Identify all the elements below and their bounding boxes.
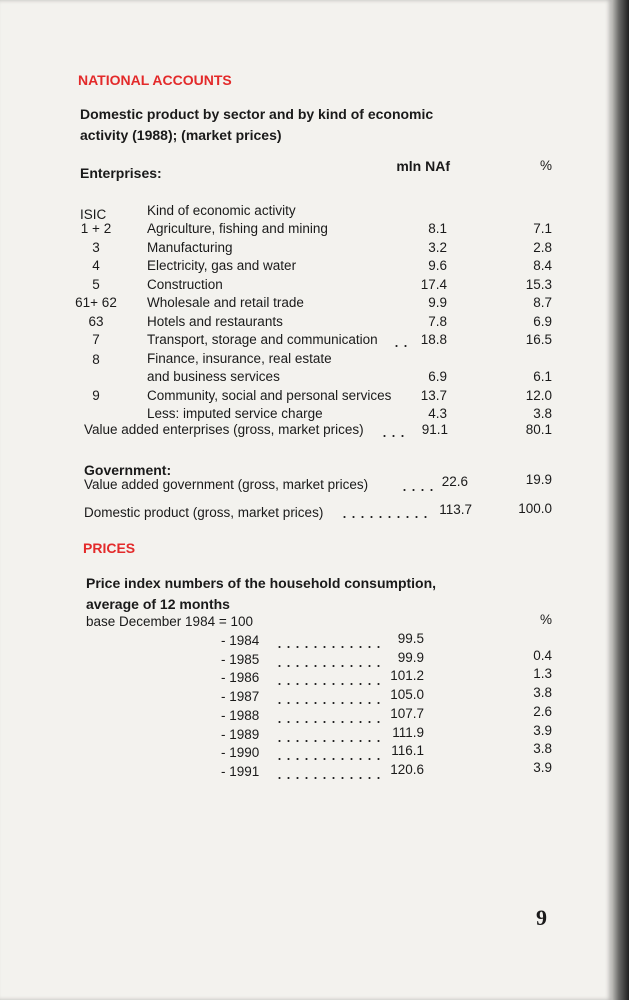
isic-code: 9 xyxy=(92,388,100,403)
isic-code: 8 xyxy=(92,352,100,367)
isic-code: 63 xyxy=(88,314,104,329)
activity-label-cont: and business services xyxy=(147,369,280,384)
year-label: - 1987 xyxy=(221,689,260,705)
value-pct: 8.4 xyxy=(533,258,552,273)
col-header-value: mln NAf xyxy=(396,158,450,174)
year-label: - 1989 xyxy=(221,726,260,742)
leader-dots xyxy=(340,503,430,519)
isic-code: 1 + 2 xyxy=(80,221,112,236)
value-mln-naf: 7.8 xyxy=(428,314,447,329)
leader-dots xyxy=(275,652,380,668)
index-value: 101.2 xyxy=(390,668,424,684)
value-pct: 6.9 xyxy=(533,314,552,329)
activity-label: Transport, storage and communication xyxy=(147,332,378,347)
table2-col-pct: % xyxy=(539,612,552,627)
page-edge xyxy=(612,0,629,1000)
va-enterprises-pct: 80.1 xyxy=(525,422,552,437)
leader-dots xyxy=(275,745,380,761)
enterprises-label: Enterprises: xyxy=(80,165,162,181)
va-government-value: 22.6 xyxy=(441,474,468,489)
va-enterprises-label: Value added enterprises (gross, market prices) xyxy=(84,422,364,437)
value-mln-naf: 18.8 xyxy=(420,332,447,347)
section-heading-national-accounts: NATIONAL ACCOUNTS xyxy=(78,72,232,88)
table2-title-line1: Price index numbers of the household consumption, xyxy=(86,575,437,591)
pct-change: 3.8 xyxy=(533,685,552,701)
activity-label: Finance, insurance, real estate xyxy=(147,351,332,366)
activity-label: Less: imputed service charge xyxy=(147,406,323,421)
domestic-product-pct: 100.0 xyxy=(518,501,552,516)
pct-change: 1.3 xyxy=(533,666,552,682)
domestic-product-label: Domestic product (gross, market prices) xyxy=(84,505,324,520)
isic-code: 4 xyxy=(92,258,100,273)
va-government-label: Value added government (gross, market prices) xyxy=(84,477,369,492)
index-value: 99.9 xyxy=(397,649,424,665)
page-number: 9 xyxy=(536,905,547,930)
table2-base: base December 1984 = 100 xyxy=(86,614,253,629)
value-pct: 12.0 xyxy=(525,388,552,403)
index-value: 99.5 xyxy=(397,631,424,646)
index-value: 107.7 xyxy=(390,705,424,721)
col-header-activity: Kind of economic activity xyxy=(147,203,296,218)
va-government-pct: 19.9 xyxy=(525,472,552,487)
value-mln-naf: 9.9 xyxy=(428,295,447,310)
pct-change: 2.6 xyxy=(533,703,552,719)
activity-label: Manufacturing xyxy=(147,240,233,255)
value-pct: 3.8 xyxy=(533,406,552,421)
activity-label: Electricity, gas and water xyxy=(147,258,297,273)
index-value: 116.1 xyxy=(391,743,424,759)
value-pct: 7.1 xyxy=(533,221,552,236)
value-pct: 6.1 xyxy=(533,369,552,384)
isic-code: 3 xyxy=(92,240,100,255)
value-mln-naf: 4.3 xyxy=(428,406,447,421)
value-mln-naf: 8.1 xyxy=(428,221,447,236)
isic-code: 5 xyxy=(92,277,100,292)
pct-change: 3.9 xyxy=(533,722,552,738)
leader-dots xyxy=(275,633,380,649)
leader-dots xyxy=(275,708,380,724)
activity-label: Hotels and restaurants xyxy=(147,314,283,329)
index-value: 105.0 xyxy=(390,687,424,703)
year-label: - 1986 xyxy=(221,670,260,686)
table2-title-line2: average of 12 months xyxy=(86,596,230,612)
pct-change: 3.9 xyxy=(533,759,552,775)
section-heading-prices: PRICES xyxy=(83,540,136,556)
pct-change: 0.4 xyxy=(533,647,552,663)
year-label: - 1988 xyxy=(221,707,260,723)
value-mln-naf: 17.4 xyxy=(420,277,447,292)
index-value: 111.9 xyxy=(392,724,424,740)
leader-dots xyxy=(275,764,380,780)
value-pct: 2.8 xyxy=(533,240,552,255)
va-enterprises-value: 91.1 xyxy=(421,422,448,437)
index-value: 120.6 xyxy=(390,761,424,777)
table1-title-line2: activity (1988); (market prices) xyxy=(80,127,282,143)
col-header-pct: % xyxy=(539,158,552,173)
isic-code: 61+ 62 xyxy=(75,295,117,310)
leader-dots xyxy=(275,670,380,686)
year-label: - 1984 xyxy=(221,633,260,648)
value-mln-naf: 13.7 xyxy=(420,388,447,403)
government-label: Government: xyxy=(84,462,172,478)
activity-label: Wholesale and retail trade xyxy=(147,295,304,310)
value-mln-naf: 3.2 xyxy=(428,240,447,255)
year-label: - 1991 xyxy=(221,763,260,779)
year-label: - 1985 xyxy=(221,651,260,667)
activity-label: Agriculture, fishing and mining xyxy=(147,221,328,236)
col-header-isic: ISIC xyxy=(80,207,107,222)
leader-dots xyxy=(275,689,380,705)
value-mln-naf: 6.9 xyxy=(428,369,447,384)
value-pct: 16.5 xyxy=(525,332,552,347)
table1-title-line1: Domestic product by sector and by kind of economic xyxy=(80,106,434,122)
leader-dots xyxy=(275,727,380,743)
value-pct: 8.7 xyxy=(533,295,552,310)
activity-label: Community, social and personal services xyxy=(147,388,392,403)
activity-label: Construction xyxy=(147,277,223,292)
value-mln-naf: 9.6 xyxy=(428,258,447,273)
value-pct: 15.3 xyxy=(525,277,552,292)
domestic-product-value: 113.7 xyxy=(439,502,472,517)
year-label: - 1990 xyxy=(221,745,260,761)
pct-change: 3.8 xyxy=(533,741,552,757)
isic-code: 7 xyxy=(92,332,100,347)
